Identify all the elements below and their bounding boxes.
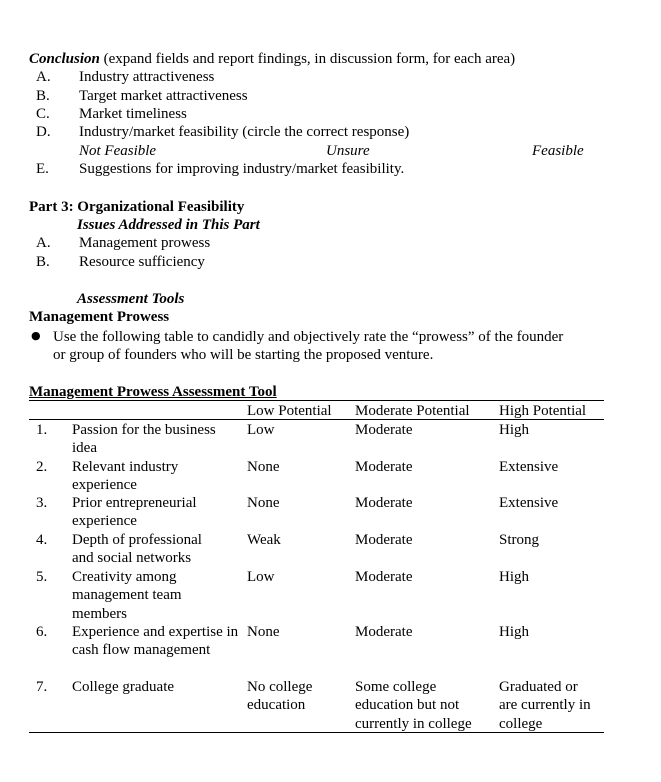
row-high: Extensive xyxy=(499,459,559,475)
row-moderate: Moderate xyxy=(355,422,413,438)
row-high: High xyxy=(499,624,529,640)
conclusion-item-letter: B. xyxy=(36,88,50,104)
row-moderate: Some college education but not currently in college xyxy=(355,679,472,732)
scale-not-feasible: Not Feasible xyxy=(79,143,157,159)
row-high: Extensive xyxy=(499,495,559,511)
conclusion-item-letter: D. xyxy=(36,124,51,140)
conclusion-item-text: Industry/market feasibility (circle the correct response) xyxy=(79,124,410,140)
conclusion-item-letter: A. xyxy=(36,69,51,85)
conclusion-line xyxy=(29,50,515,68)
row-low: None xyxy=(247,495,280,511)
row-moderate: Moderate xyxy=(355,532,413,548)
bullet-text-line2: or group of founders who will be starting the proposed venture. xyxy=(53,347,434,363)
row-number: 1. xyxy=(36,422,48,438)
part3-title: Part 3: Organizational Feasibility xyxy=(29,199,245,215)
conclusion-item-text: Market timeliness xyxy=(79,106,187,122)
conclusion-item-text: Target market attractiveness xyxy=(79,88,248,104)
row-moderate: Moderate xyxy=(355,495,413,511)
scale-feasible: Feasible xyxy=(532,143,584,159)
part3-item-letter: A. xyxy=(36,235,51,251)
part3-subtitle: Issues Addressed in This Part xyxy=(77,217,260,233)
row-high: High xyxy=(499,569,529,585)
row-number: 7. xyxy=(36,679,48,695)
row-low: Low xyxy=(247,569,275,585)
part3-item-letter: B. xyxy=(36,254,50,270)
row-number: 5. xyxy=(36,569,48,585)
bullet-icon: ● xyxy=(31,329,41,342)
row-low: Low xyxy=(247,422,275,438)
row-low: None xyxy=(247,459,280,475)
management-prowess-heading: Management Prowess xyxy=(29,309,170,325)
row-number: 4. xyxy=(36,532,48,548)
row-number: 2. xyxy=(36,459,48,475)
assessment-tools-heading: Assessment Tools xyxy=(77,291,185,307)
row-criterion: Passion for the business idea xyxy=(72,422,216,457)
conclusion-item-letter: C. xyxy=(36,106,50,122)
conclusion-item-text: Suggestions for improving industry/market feasibility. xyxy=(79,161,405,177)
row-criterion: Creativity among management team members xyxy=(72,569,182,622)
table-title: Management Prowess Assessment Tool xyxy=(29,384,277,400)
table-top-rule xyxy=(29,400,604,401)
conclusion-item-letter: E. xyxy=(36,161,49,177)
row-moderate: Moderate xyxy=(355,569,413,585)
conclusion-intro: (expand fields and report findings, in discussion form, for each area) xyxy=(99,51,516,67)
row-low: Weak xyxy=(247,532,281,548)
row-low: No college education xyxy=(247,679,313,714)
scale-unsure: Unsure xyxy=(326,143,370,159)
row-number: 6. xyxy=(36,624,48,640)
row-moderate: Moderate xyxy=(355,459,413,475)
row-number: 3. xyxy=(36,495,48,511)
part3-item-text: Resource sufficiency xyxy=(79,254,205,270)
row-moderate: Moderate xyxy=(355,624,413,640)
row-high: Graduated or are currently in college xyxy=(499,679,591,732)
row-criterion: College graduate xyxy=(72,679,175,695)
header-moderate-potential: Moderate Potential xyxy=(355,403,470,419)
row-high: High xyxy=(499,422,529,438)
row-low: None xyxy=(247,624,280,640)
header-low-potential: Low Potential xyxy=(247,403,332,419)
row-high: Strong xyxy=(499,532,540,548)
part3-item-text: Management prowess xyxy=(79,235,211,251)
bullet-text-line1: Use the following table to candidly and objectively rate the “prowess” of the founder xyxy=(53,329,564,345)
table-header-rule xyxy=(29,419,604,420)
row-criterion: Prior entrepreneurial experience xyxy=(72,495,197,530)
row-criterion: Relevant industry experience xyxy=(72,459,179,494)
table-bottom-rule xyxy=(29,732,604,733)
conclusion-item-text: Industry attractiveness xyxy=(79,69,215,85)
row-criterion: Experience and expertise in cash flow management xyxy=(72,624,239,659)
conclusion-heading: Conclusion xyxy=(29,51,100,67)
header-high-potential: High Potential xyxy=(499,403,587,419)
row-criterion: Depth of professional and social networks xyxy=(72,532,202,567)
